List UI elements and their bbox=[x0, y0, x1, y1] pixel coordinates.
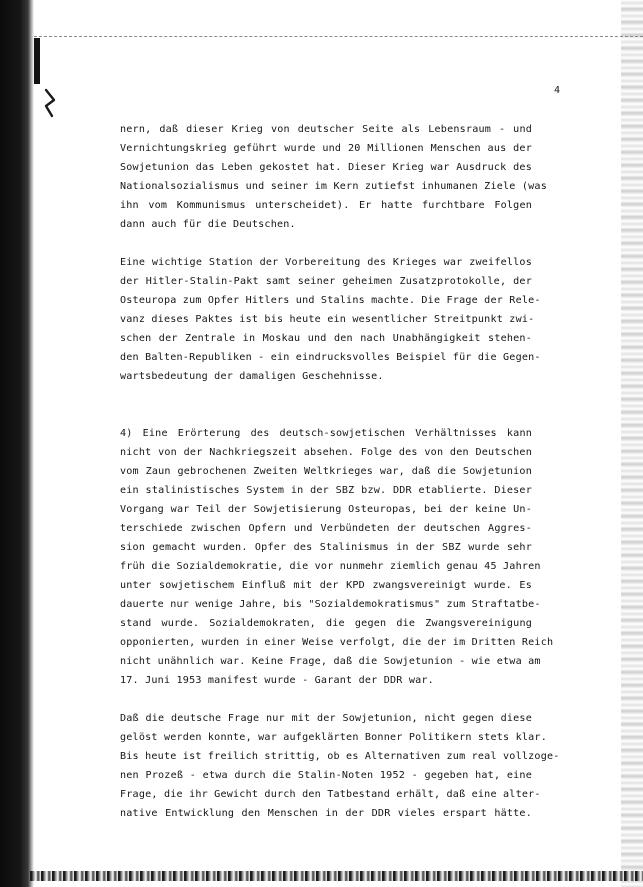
text-line: früh die Sozialdemokratie, die vor nunmehr ziemlich genau 45 Jahren bbox=[120, 561, 541, 572]
text-line: der Hitler-Stalin-Pakt samt seiner geheimen Zusatzprotokolle, der bbox=[120, 276, 532, 287]
text-line: opponierten, wurden in einer Weise verfolgt, die der im Dritten Reich bbox=[120, 637, 554, 648]
section-gap bbox=[120, 405, 532, 424]
scan-edge-bottom bbox=[30, 871, 643, 881]
scan-edge-notch bbox=[34, 38, 40, 84]
text-line: unter sowjetischem Einfluß mit der KPD zwangsvereinigt wurde. Es bbox=[120, 580, 532, 591]
text-line: nern, daß dieser Krieg von deutscher Seite als Lebensraum - und bbox=[120, 124, 532, 135]
text-line: nen Prozeß - etwa durch die Stalin-Noten 1952 - gegeben hat, eine bbox=[120, 770, 532, 781]
text-line: ein stalinistisches System in der SBZ bzw. DDR etablierte. Dieser bbox=[120, 485, 532, 496]
text-line: den Balten-Republiken - ein eindrucksvolles Beispiel für die Gegen- bbox=[120, 352, 541, 363]
text-line: Frage, die ihr Gewicht durch den Tatbestand erhält, daß eine alter- bbox=[120, 789, 541, 800]
text-line: Bis heute ist freilich strittig, ob es Alternativen zum real vollzoge- bbox=[120, 751, 560, 762]
text-line: stand wurde. Sozialdemokraten, die gegen die Zwangsvereinigung bbox=[120, 618, 532, 629]
text-line: gelöst werden konnte, war aufgeklärten Bonner Politikern stets klar. bbox=[120, 732, 547, 743]
scan-edge-top bbox=[34, 36, 643, 38]
text-line: dauerte nur wenige Jahre, bis "Sozialdemokratismus" zum Straftatbe- bbox=[120, 599, 541, 610]
text-line: Nationalsozialismus und seiner im Kern zutiefst inhumanen Ziele (was bbox=[120, 181, 547, 192]
text-line: nicht unähnlich war. Keine Frage, daß die Sowjetunion - wie etwa am bbox=[120, 656, 541, 667]
text-line: 17. Juni 1953 manifest wurde - Garant der DDR war. bbox=[120, 675, 434, 686]
paragraph-4 bbox=[120, 709, 560, 823]
text-line: vanz dieses Paktes ist bis heute ein wesentlicher Streitpunkt zwi- bbox=[120, 314, 535, 325]
text-line: Vorgang war Teil der Sowjetisierung Osteuropas, bei der keine Un- bbox=[120, 504, 532, 515]
text-line: native Entwicklung den Menschen in der DDR vieles erspart hätte. bbox=[120, 808, 532, 819]
text-line: dann auch für die Deutschen. bbox=[120, 219, 296, 230]
text-line: terschiede zwischen Opfern und Verbündeten der deutschen Aggres- bbox=[120, 523, 532, 534]
document-body bbox=[120, 120, 560, 842]
text-line: Daß die deutsche Frage nur mit der Sowjetunion, nicht gegen diese bbox=[120, 713, 532, 724]
text-line: vom Zaun gebrochenen Zweiten Weltkrieges war, daß die Sowjetunion bbox=[120, 466, 532, 477]
paragraph-1 bbox=[120, 120, 547, 234]
page-number: 4 bbox=[554, 85, 561, 96]
paragraph-2 bbox=[120, 253, 541, 386]
text-line: 4) Eine Erörterung des deutsch-sowjetischen Verhältnisses kann bbox=[120, 428, 532, 439]
text-line: Eine wichtige Station der Vorbereitung des Krieges war zweifellos bbox=[120, 257, 532, 268]
scan-edge-left bbox=[0, 0, 34, 887]
text-line: schen der Zentrale in Moskau und den nach Unabhängigkeit stehen- bbox=[120, 333, 532, 344]
text-line: ihn vom Kommunismus unterscheidet). Er hatte furchtbare Folgen bbox=[120, 200, 532, 211]
text-line: wartsbedeutung der damaligen Geschehnisse. bbox=[120, 371, 384, 382]
text-line: nicht von der Nachkriegszeit absehen. Folge des von den Deutschen bbox=[120, 447, 532, 458]
handwritten-mark-icon bbox=[40, 88, 66, 118]
text-line: sion gemacht wurden. Opfer des Stalinismus in der SBZ wurde sehr bbox=[120, 542, 532, 553]
text-line: Osteuropa zum Opfer Hitlers und Stalins machte. Die Frage der Rele- bbox=[120, 295, 541, 306]
paragraph-3 bbox=[120, 424, 554, 690]
text-line: Sowjetunion das Leben gekostet hat. Dieser Krieg war Ausdruck des bbox=[120, 162, 532, 173]
scan-edge-right bbox=[621, 0, 643, 887]
text-line: Vernichtungskrieg geführt wurde und 20 Millionen Menschen aus der bbox=[120, 143, 532, 154]
